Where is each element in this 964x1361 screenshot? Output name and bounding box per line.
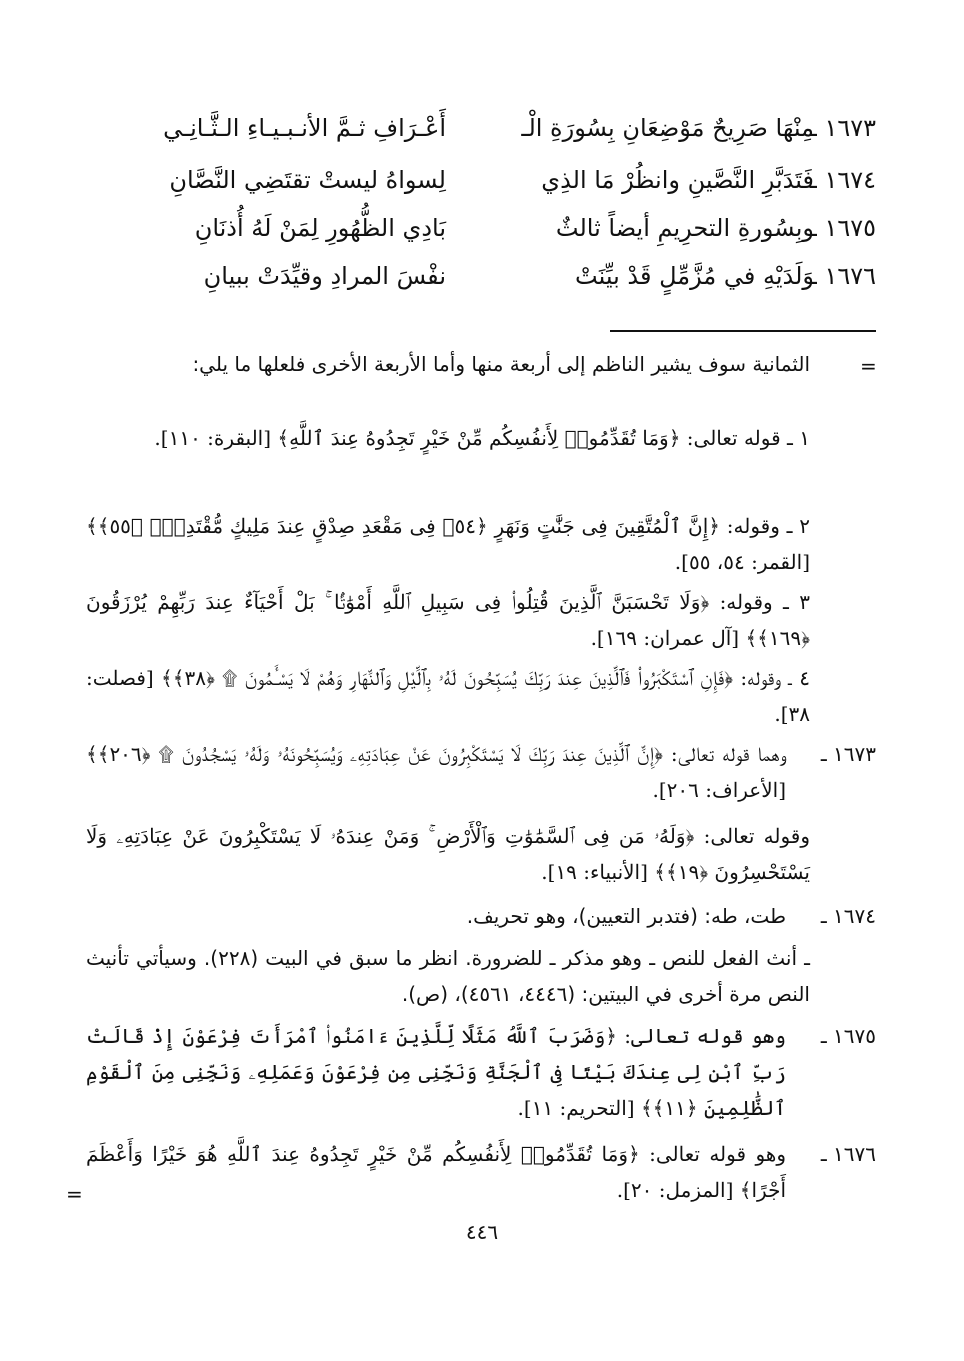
verse-second-hemistich: نفْسَ المرادِ وقيِّدَتْ ببيانِ xyxy=(203,262,446,290)
footnote-paragraph xyxy=(86,818,810,890)
footnote-number: ١٦٧٤ ـ xyxy=(820,904,876,928)
verse-number: ١٦٧٥ ـ xyxy=(809,214,876,242)
footnote-paragraph xyxy=(86,508,810,580)
footnote-text: ١ ـ قوله تعالى: ﴿وَمَا تُقَدِّمُوا۟ لِأَنفُسِكُم مِّنْ خَيْرٍ تَجِدُوهُ عِندَ ٱللَّهِ﴾ [البقرة: ١١٠]. xyxy=(154,426,810,450)
verse-first-hemistich: فَتَدَبَّرِ النَّصَّينِ وانظُرْ مَا الذِي xyxy=(541,166,814,194)
verse-line xyxy=(84,108,876,148)
verse-line xyxy=(84,160,876,200)
footnote-number: ١٦٧٣ ـ xyxy=(820,742,876,766)
footnote-paragraph xyxy=(86,346,810,382)
verse-first-hemistich: وَلَدَيْهِ في مُزَّمِّلٍ قَدْ بيِّنَتْ xyxy=(575,262,814,290)
footnote-paragraph xyxy=(86,584,810,656)
footnote-paragraph xyxy=(86,420,810,456)
footnote-text: الثمانية سوف يشير الناظم إلى أربعة منها وأما الأربعة الأخرى فلعلها ما يلي: xyxy=(192,352,810,376)
verse-first-hemistich: وبِسُورةِ التحرِيمِ أيضاً ثالثٌ xyxy=(555,214,814,242)
verse-second-hemistich: بَادِي الظُّهُورِ لِمَنْ لَهُ أُذنَانِ xyxy=(194,214,446,242)
footnote-item xyxy=(86,736,876,808)
footnote-number: ١٦٧٦ ـ xyxy=(820,1142,876,1166)
footnote-number: ١٦٧٥ ـ xyxy=(820,1024,876,1048)
footnote-text: ـ أنث الفعل للنص ـ وهو مذكر ـ للضرورة. انظر ما سبق في البيت (٢٢٨). وسيأتي تأنيث النص مرة أخرى في البيتين: (٤٤٤٦، ٤٥٦١)، (ص). xyxy=(86,946,810,1006)
page-number: ٤٤٦ xyxy=(465,1220,499,1244)
verse-line xyxy=(84,208,876,248)
footnote-text: وهما قوله تعالى: ﴿إِنَّ ٱلَّذِينَ عِندَ رَبِّكَ لَا يَسْتَكْبِرُونَ عَنْ عِبَادَتِهِۦ وَيُسَبِّحُونَهُۥ وَلَهُۥ يَسْجُدُونَ ۩ ﴿٢٠٦﴾﴾ [الأعراف: ٢٠٦]. xyxy=(86,742,786,802)
footnote-separator xyxy=(610,330,876,332)
verse-number: ١٦٧٣ ـ xyxy=(809,114,876,142)
continuation-mark-top: = xyxy=(860,354,877,378)
verse-line xyxy=(84,256,876,296)
verse-number: ١٦٧٤ ـ xyxy=(809,166,876,194)
footnote-text: ٣ ـ وقوله: ﴿وَلَا تَحْسَبَنَّ ٱلَّذِينَ قُتِلُوا۟ فِى سَبِيلِ ٱللَّهِ أَمْوَٰتًۢا ۚ بَلْ أَحْيَآءٌ عِندَ رَبِّهِمْ يُرْزَقُونَ ﴿١٦٩﴾﴾ [آل عمران: ١٦٩]. xyxy=(86,590,810,650)
footnote-paragraph xyxy=(86,660,810,732)
footnote-text: ٤ ـ وقوله: ﴿فَإِنِ ٱسْتَكْبَرُوا۟ فَٱلَّذِينَ عِندَ رَبِّكَ يُسَبِّحُونَ لَهُۥ بِٱلَّيْلِ وَٱلنَّهَارِ وَهُمْ لَا يَسْـَٔمُونَ ۩ ﴿٣٨﴾﴾ [فصلت: ٣٨]. xyxy=(86,666,810,726)
footnote-text: وهو قوله تعالى: ﴿وَمَا تُقَدِّمُوا۟ لِأَنفُسِكُم مِّنْ خَيْرٍ تَجِدُوهُ عِندَ ٱللَّهِ هُوَ خَيْرًا وَأَعْظَمَ أَجْرًا﴾ [المزمل: ٢٠]. xyxy=(86,1142,786,1202)
footnote-text: ٢ ـ وقوله: ﴿إِنَّ ٱلْمُتَّقِينَ فِى جَنَّٰتٍ وَنَهَرٍ ﴿٥٤﴾ فِى مَقْعَدِ صِدْقٍ عِندَ مَلِيكٍ مُّقْتَدِرٍۭ ﴿٥٥﴾﴾ [القمر: ٥٤، ٥٥]. xyxy=(86,514,810,574)
verse-second-hemistich: أَعْـرَافِ ثـمَّ الأنـبـيـاءِ الـثَّـانِـي xyxy=(163,114,446,142)
verse-first-hemistich: مِنْهَا صَرِيحٌ مَوْضِعَانِ بِسُورَةِ الْـ xyxy=(521,114,814,142)
footnote-text: طت، طه: (فتدبر التعيين)، وهو تحريف. xyxy=(466,904,786,928)
continuation-mark-bottom: = xyxy=(66,1182,83,1206)
verse-number: ١٦٧٦ ـ xyxy=(809,262,876,290)
footnote-text: وقوله تعالى: ﴿وَلَهُۥ مَن فِى ٱلسَّمَٰوَٰتِ وَٱلْأَرْضِ ۚ وَمَنْ عِندَهُۥ لَا يَسْتَكْبِرُونَ عَنْ عِبَادَتِهِۦ وَلَا يَسْتَحْسِرُونَ ﴿١٩﴾﴾ [الأنبياء: ١٩]. xyxy=(86,824,810,884)
footnote-item xyxy=(86,1018,876,1126)
footnote-item xyxy=(86,898,876,934)
footnote-paragraph xyxy=(86,940,810,1012)
footnote-item xyxy=(86,1136,876,1208)
verse-second-hemistich: لِسواهُ ليستْ تقتَضِي النَّصَّانِ xyxy=(169,166,446,194)
footnote-text: وهو قوله تعالى: ﴿وَضَرَبَ ٱللَّهُ مَثَلًا لِّلَّذِينَ ءَامَنُوا۟ ٱمْرَأَتَ فِرْعَوْنَ إِذْ قَالَتْ رَبِّ ٱبْنِ لِى عِندَكَ بَيْتًا فِى ٱلْجَنَّةِ وَنَجِّنِى مِن فِرْعَوْنَ وَعَمَلِهِۦ وَنَجِّنِى مِنَ ٱلْقَوْمِ ٱلظَّٰلِمِينَ ﴿١١﴾﴾ [التحريم: ١١]. xyxy=(86,1024,786,1120)
